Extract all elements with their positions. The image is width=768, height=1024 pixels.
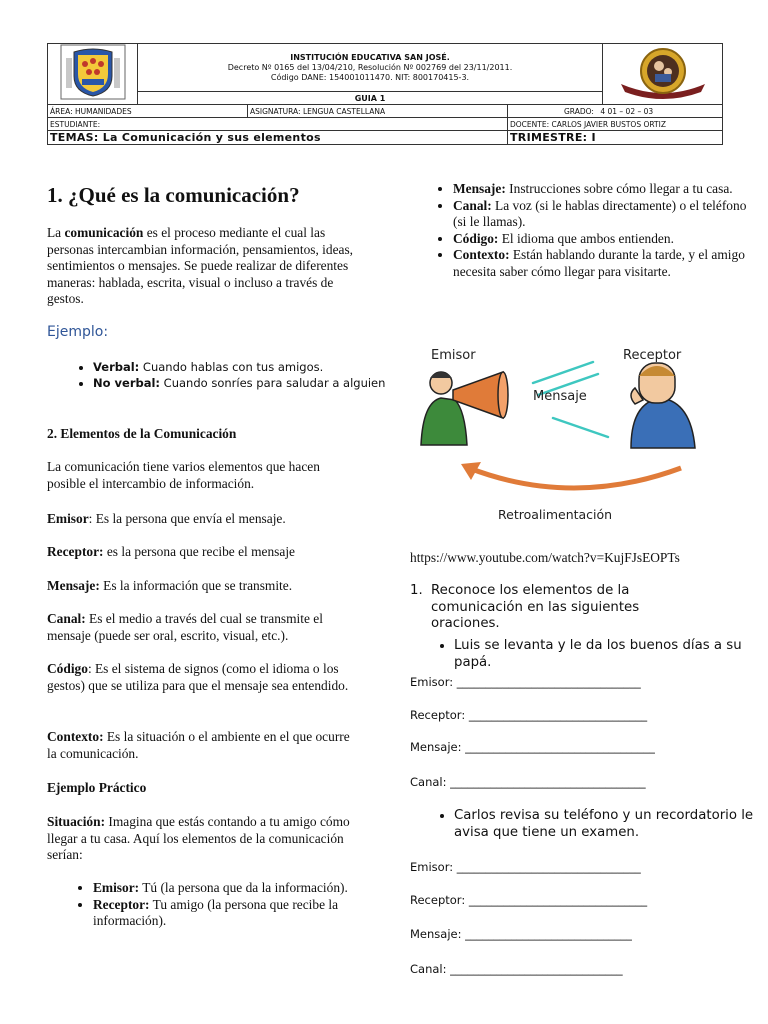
list-item [93,897,369,930]
practical-canal-term: Canal: [453,197,492,213]
answer-canal-1[interactable]: Canal: __________________________________ [410,775,646,789]
emisor-term: Emisor [47,511,89,526]
estudiante-field[interactable]: ESTUDIANTE: [48,118,508,131]
situacion-paragraph [47,814,359,864]
answer-mensaje-2[interactable]: Mensaje: _____________________________ [410,927,632,941]
contexto-term: Contexto: [47,729,104,744]
list-item: • Carlos revisa su teléfono y un recordatorio le avisa que tiene un examen. [454,808,754,841]
guia-label: GUIA 1 [138,92,603,105]
saint-seal-cell [603,44,723,105]
answer-emisor-1[interactable]: Emisor: ________________________________ [410,675,641,689]
definition-paragraph [47,225,357,308]
canal-term: Canal: [47,611,86,626]
answer-receptor-1[interactable]: Receptor: _______________________________ [410,708,648,722]
practical-mensaje-term: Mensaje: [453,181,506,196]
trimestre-field: TRIMESTRE: I [508,131,723,145]
canal-definition [47,611,357,644]
ejemplo-heading: Ejemplo: [47,324,109,340]
answer-canal-2[interactable]: Canal: ______________________________ [410,962,623,976]
practical-receptor-term: Receptor: [93,896,150,912]
docente-field: DOCENTE: CARLOS JAVIER BUSTOS ORTIZ [508,118,723,131]
practical-canal-text: La voz (si le hablas directamente) o el teléfono (si le llamas). [453,197,747,229]
emisor-figure [421,372,508,445]
definition-prefix: La [47,225,65,240]
receptor-text: es la persona que recibe el mensaje [103,544,295,559]
section-2-heading [47,426,236,443]
grado-value: 4 01 – 02 – 03 [600,106,654,116]
list-item [93,375,393,391]
example-nonverbal-text: Cuando sonríes para saludar a alguien [160,376,386,390]
grado-field [508,105,723,118]
question-1 [410,583,710,633]
list-item [453,181,763,198]
receptor-term: Receptor: [47,544,104,559]
ejemplo-practico-heading [47,780,146,797]
section-2-intro: La comunicación tiene varios elementos que hacen posible el intercambio de información. [47,459,320,491]
receptor-figure [631,363,695,448]
list-item [93,880,369,897]
practical-codigo-term: Código: [453,230,499,246]
school-crest-icon [60,44,126,100]
practical-emisor-term: Emisor: [93,880,140,895]
feedback-arrow [469,468,681,488]
grado-label: GRADO: [564,106,594,116]
practical-codigo-text: El idioma que ambos entienden. [498,230,674,246]
situacion-term: Situación: [47,814,106,829]
question-number: 1. [410,583,423,598]
practical-contexto-term: Contexto: [453,247,510,262]
practical-elements-list-left [47,880,369,930]
codes-text: Código DANE: 154001011470. NIT: 800170415-3. [270,72,470,82]
saint-seal-icon [611,44,715,100]
page-title: 1. ¿Qué es la comunicación? [47,183,300,207]
mensaje-definition [47,578,357,595]
codigo-term: Código [47,661,88,676]
examples-list [47,359,393,391]
communication-diagram [413,340,713,530]
institution-name: INSTITUCIÓN EDUCATIVA SAN JOSÉ. [290,52,450,62]
video-link[interactable]: https://www.youtube.com/watch?v=KujFJsEOPTs [410,550,680,565]
practical-elements-list-right [410,181,763,280]
situacion-text: Imagina que estás contando a tu amigo cómo llegar a tu casa. Aquí los elementos de la comunicación serían: [47,814,350,862]
temas-field: TEMAS: La Comunicación y sus elementos [48,131,508,145]
ejemplo-practico-title: Ejemplo Práctico [47,780,147,795]
diagram-emisor-label: Emisor [431,348,476,363]
contexto-text: Es la situación o el ambiente en el que ocurre la comunicación. [47,729,350,761]
answer-mensaje-1[interactable]: Mensaje: _________________________________ [410,740,655,754]
list-item [93,359,393,375]
example-verbal-label: Verbal: [93,360,140,374]
example-nonverbal-label: No verbal: [93,376,161,390]
question-text: Reconoce los elementos de la comunicación en las siguientes oraciones. [431,583,640,631]
mensaje-term: Mensaje: [47,578,100,593]
codigo-text: : Es el sistema de signos (como el idioma o los gestos) que se utiliza para que el mensaje sea entendido. [47,661,349,693]
practical-emisor-text: Tú (la persona que da la información). [139,880,348,895]
diagram-retro-label: Retroalimentación [498,507,613,522]
sentence-2 [410,808,754,841]
sentence-1 [410,638,754,671]
definition-term: comunicación [64,225,144,240]
list-item [453,198,763,231]
mensaje-text: Es la información que se transmite. [99,578,293,593]
list-item [453,247,763,280]
emisor-text: : Es la persona que envía el mensaje. [88,511,286,526]
school-crest-cell [48,44,138,105]
asignatura-field: ASIGNATURA: LENGUA CASTELLANA [248,105,508,118]
canal-text: Es el medio a través del cual se transmite el mensaje (puede ser oral, escrito, visual, etc.). [47,611,323,643]
institution-info [138,44,603,92]
diagram-receptor-label: Receptor [623,348,682,363]
receptor-definition [47,544,357,561]
practical-mensaje-text: Instrucciones sobre cómo llegar a tu casa. [505,181,733,196]
answer-emisor-2[interactable]: Emisor: ________________________________ [410,860,641,874]
definition-text: es el proceso mediante el cual las personas intercambian información, pensamientos, ideas, sentimientos o mensajes. Se puede realizar de diferentes maneras: hablada, escrita, visual o incluso a través de gestos. [47,225,354,306]
decree-text: Decreto Nº 0165 del 13/04/210, Resolución Nº 002769 del 23/11/2011. [227,62,513,72]
contexto-definition [47,729,357,762]
answer-receptor-2[interactable]: Receptor: _______________________________ [410,893,648,907]
example-verbal-text: Cuando hablas con tus amigos. [139,360,324,374]
codigo-definition [47,661,365,694]
list-item [453,231,763,248]
list-item: • Luis se levanta y le da los buenos días a su papá. [454,638,754,671]
diagram-mensaje-label: Mensaje [533,389,587,404]
area-field: ÁREA: HUMANIDADES [48,105,248,118]
section-2-title: 2. Elementos de la Comunicación [47,426,237,441]
header-table [47,43,723,145]
practical-contexto-text: Están hablando durante la tarde, y el amigo necesita saber cómo llegar para visitarte. [453,247,745,279]
practical-receptor-text: Tu amigo (la persona que recibe la información). [93,896,339,928]
emisor-definition [47,511,357,528]
